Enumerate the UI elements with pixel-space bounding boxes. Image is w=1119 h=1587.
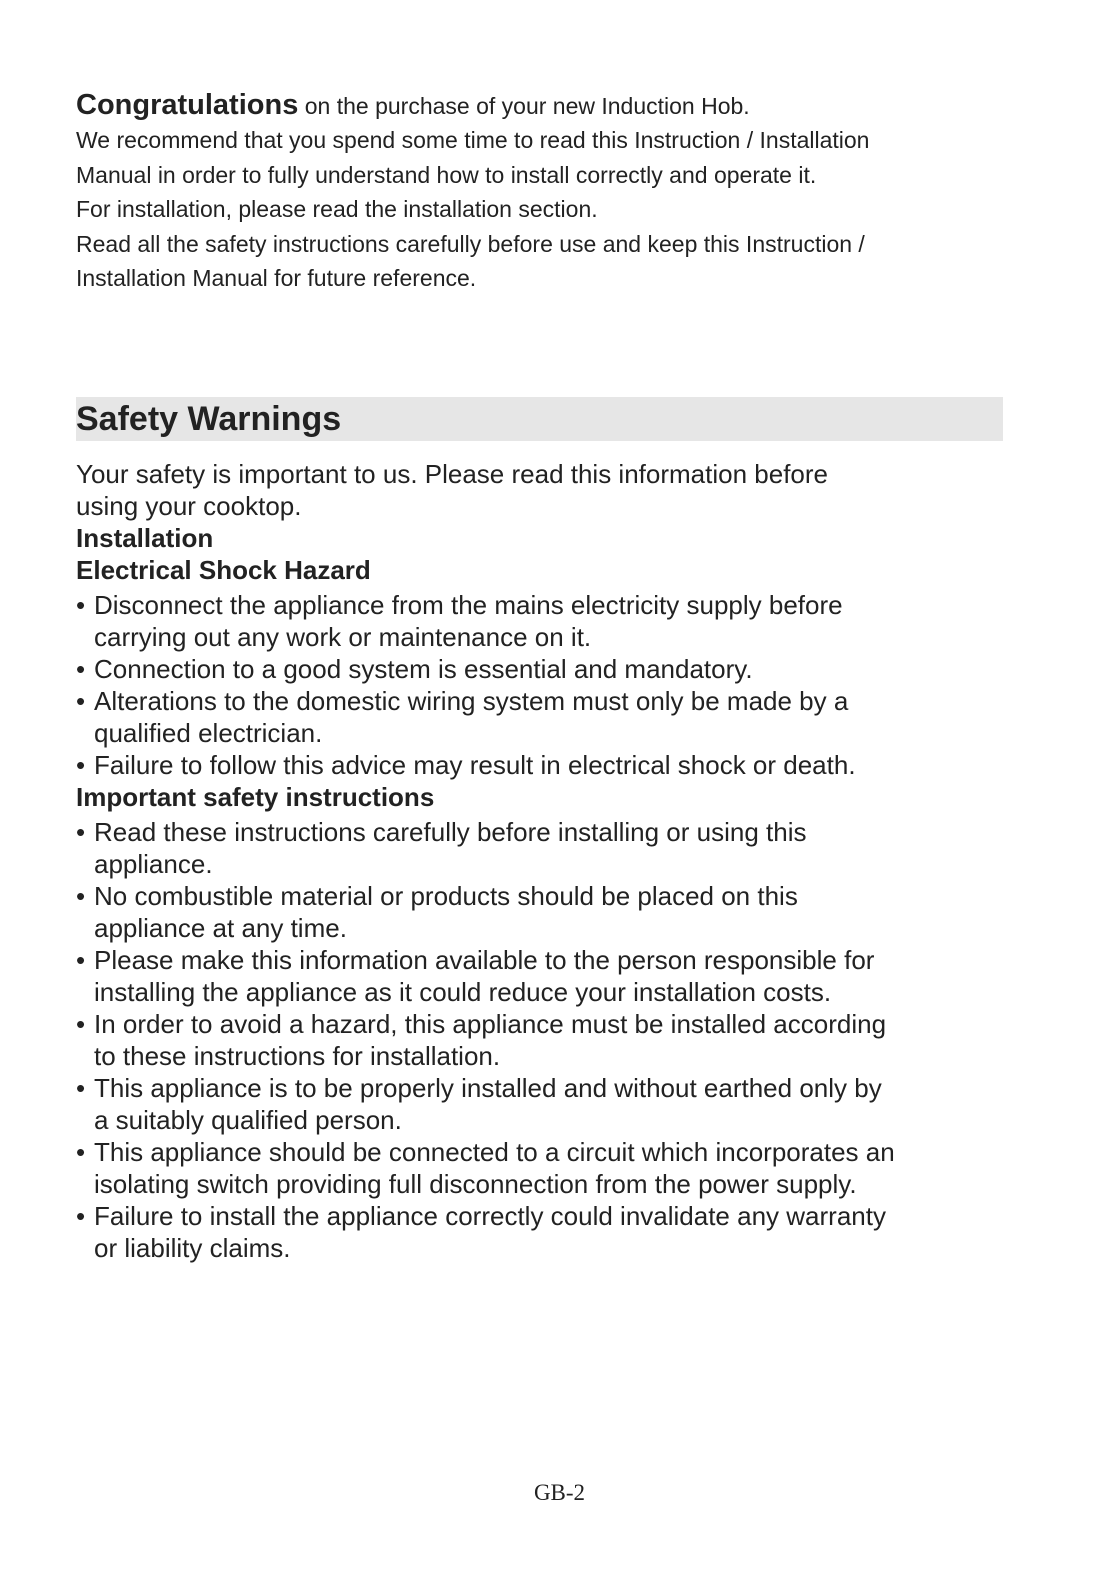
list-item [76,944,1016,1008]
list-item-text: Failure to follow this advice may result in electrical shock or death. [94,750,856,780]
list-item [76,816,1016,880]
congratulations-text: on the purchase of your new Induction Hob. [298,93,750,119]
bullet-icon: • [76,1073,86,1103]
list-item-text: appliance. [94,849,213,879]
page-number: GB-2 [533,1480,586,1505]
list-item-text: This appliance is to be properly installed and without earthed only by [94,1073,882,1103]
list-item-text: Disconnect the appliance from the mains electricity supply before [94,590,843,620]
important-safety-heading: Important safety instructions [76,782,435,812]
intro-line: Manual in order to fully understand how to install correctly and operate it. [76,161,817,188]
electrical-shock-heading: Electrical Shock Hazard [76,555,371,585]
important-safety-list [76,816,1016,1264]
list-item-text: Failure to install the appliance correctly could invalidate any warranty [94,1201,886,1231]
bullet-icon: • [76,945,86,975]
bullet-icon: • [76,1201,86,1231]
bullet-icon: • [76,686,86,716]
bullet-icon: • [76,1009,86,1039]
list-item-text: Alterations to the domestic wiring system must only be made by a [94,686,849,716]
bullet-icon: • [76,590,86,620]
bullet-icon: • [76,881,86,911]
safety-intro-line: using your cooktop. [76,491,302,521]
list-item-text: isolating switch providing full disconnection from the power supply. [94,1169,857,1199]
list-item-text: qualified electrician. [94,718,323,748]
bullet-icon: • [76,750,86,780]
list-item-text: In order to avoid a hazard, this appliance must be installed according [94,1009,887,1039]
list-item-text: Connection to a good system is essential and mandatory. [94,654,753,684]
list-item-text: appliance at any time. [94,913,347,943]
list-item-text: Please make this information available to the person responsible for [94,945,875,975]
list-item [76,880,1016,944]
list-item-text: No combustible material or products should be placed on this [94,881,798,911]
list-item-text: This appliance should be connected to a circuit which incorporates an [94,1137,895,1167]
safety-body [76,458,1016,1264]
list-item-text: or liability claims. [94,1233,291,1263]
intro-line: Read all the safety instructions carefully before use and keep this Instruction / [76,230,865,257]
list-item-text: Read these instructions carefully before installing or using this [94,817,807,847]
installation-heading: Installation [76,523,214,553]
congratulations-heading: Congratulations [76,89,299,121]
list-item [76,749,1016,781]
list-item-text: installing the appliance as it could reduce your installation costs. [94,977,832,1007]
list-item-text: to these instructions for installation. [94,1041,501,1071]
list-item [76,589,1016,653]
list-item [76,1008,1016,1072]
congratulations-line [76,88,1016,123]
intro-line: For installation, please read the installation section. [76,196,598,223]
list-item-text: carrying out any work or maintenance on it. [94,622,592,652]
intro-line: Installation Manual for future reference. [76,265,477,292]
list-item [76,653,1016,685]
intro-line: We recommend that you spend some time to read this Instruction / Installation [76,127,870,154]
list-item [76,1200,1016,1264]
bullet-icon: • [76,817,86,847]
safety-intro-line: Your safety is important to us. Please read this information before [76,459,828,489]
section-title: Safety Warnings [76,400,342,438]
bullet-icon: • [76,1137,86,1167]
list-item [76,1136,1016,1200]
electrical-shock-list [76,589,1016,781]
list-item-text: a suitably qualified person. [94,1105,402,1135]
intro-section [76,88,1016,295]
list-item [76,685,1016,749]
bullet-icon: • [76,654,86,684]
list-item [76,1072,1016,1136]
